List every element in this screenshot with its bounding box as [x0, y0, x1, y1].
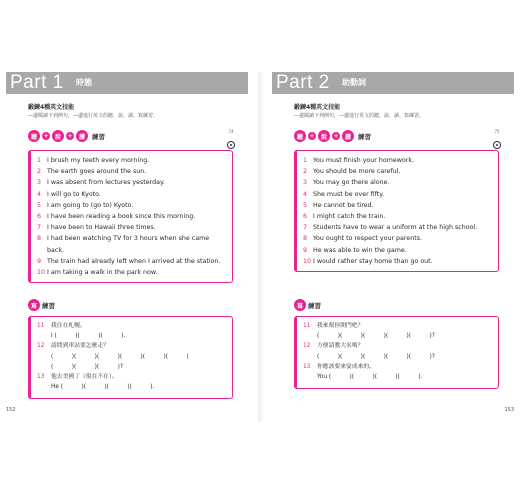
write-label: 練習 [308, 301, 321, 310]
right-page [272, 72, 514, 422]
sentence-number: 8 [37, 235, 42, 243]
sentence-number: 3 [37, 179, 42, 187]
sentence-number: 1 [37, 157, 42, 164]
item-number: 12 [303, 343, 311, 350]
sentence-row [303, 166, 492, 177]
part-subtitle: 時態 [76, 78, 92, 87]
skill-label: 練習 [92, 132, 105, 141]
write-item [37, 372, 226, 392]
item-question: 我住在札幌。 [51, 323, 86, 329]
sentence-text: I will go to Kyoto. [47, 190, 101, 198]
sentence-number: 2 [37, 168, 42, 176]
sentence-text: back. [47, 246, 64, 254]
skill-label: 練習 [358, 132, 371, 141]
sentence-text: I am going to (go to) Kyoto. [47, 201, 134, 209]
plus-icon: + [43, 132, 49, 140]
sentence-text: I would rather stay home than go out. [313, 257, 433, 265]
sentence-number: 10 [303, 257, 312, 265]
sentence-row [303, 200, 492, 211]
plus-icon: + [333, 132, 339, 140]
speak-practice-box [294, 150, 499, 272]
sentence-text: I have been to Hawaii three times. [47, 224, 156, 232]
left-page [6, 72, 248, 422]
section-heading: 鍛鍊4種英文技能 [28, 104, 75, 111]
sentence-text: I might catch the train. [313, 213, 386, 221]
write-practice-box [294, 316, 499, 389]
sentence-text: I was absent from lectures yesterday. [47, 179, 165, 187]
sentence-row [303, 155, 492, 166]
sentence-number: 9 [303, 246, 308, 254]
sentence-text: She must be over fifty. [313, 190, 385, 198]
read-pill: 讀 [76, 130, 88, 142]
section-intro: —邊閱讀下列例句，—邊進行英文的聽、說、讀、寫練習。 [28, 113, 159, 119]
sentence-text: You may go there alone. [313, 179, 390, 187]
write-pill: 寫 [28, 299, 40, 311]
write-item [303, 341, 492, 361]
sentence-row [37, 166, 226, 177]
sentence-row [303, 245, 492, 256]
item-number: 12 [37, 343, 45, 350]
sentence-number: 9 [37, 257, 42, 265]
item-number: 13 [37, 374, 45, 381]
write-item [37, 341, 226, 372]
sentence-number: 4 [37, 190, 42, 198]
sentence-number: 6 [37, 213, 42, 221]
sentence-text: The train had already left when I arrived at the station. [47, 257, 221, 265]
item-number: 13 [303, 363, 311, 370]
sentence-row [303, 233, 492, 244]
sentence-row [37, 211, 226, 222]
sentence-text: You must finish your homework. [313, 157, 414, 164]
part-subtitle: 助動詞 [342, 78, 366, 87]
write-section-header [294, 299, 321, 311]
part-banner [272, 72, 514, 94]
plus-icon: + [309, 132, 315, 140]
item-question: 請問到車站要怎麼走？ [51, 343, 109, 350]
sentence-row [303, 211, 492, 222]
sentence-text: The earth goes around the sun. [47, 168, 147, 176]
listen-pill: 聽 [28, 130, 40, 142]
sentence-text: You should be more careful. [313, 168, 401, 176]
sentence-row [303, 177, 492, 188]
speak-pill: 說 [52, 130, 64, 142]
sentence-row [303, 256, 492, 267]
write-item [37, 321, 226, 341]
sentence-row [37, 267, 226, 278]
listen-pill: 聽 [294, 130, 306, 142]
plus-icon: + [67, 132, 73, 140]
read-pill: 讀 [342, 130, 354, 142]
write-label: 練習 [42, 301, 55, 310]
sentence-text: Students have to wear a uniform at the high school. [313, 224, 478, 232]
item-question: 你應該要來宴成來的。 [317, 363, 375, 370]
item-answer-blanks: ( )( )( )? [51, 363, 123, 370]
sentence-number: 7 [37, 224, 42, 232]
sentence-text: I had been watching TV for 3 hours when she came [47, 235, 210, 243]
item-question: 他去美國了（現在不在）。 [51, 374, 118, 381]
sentence-row [37, 200, 226, 211]
sentence-text: I brush my teeth every morning. [47, 157, 150, 164]
page-number: 153 [504, 407, 514, 413]
sentence-number: 7 [303, 224, 308, 232]
sentence-text: He was able to win the game. [313, 246, 407, 254]
sentence-row [37, 245, 226, 256]
item-answer-blanks: You ( )( )( )( ). [317, 374, 423, 381]
sentence-number: 1 [303, 157, 308, 164]
part-title: Part 2 [276, 72, 330, 93]
item-number: 11 [37, 323, 45, 329]
item-question: 我來幫你開門吧？ [317, 323, 364, 329]
sentence-text: You ought to respect your parents. [313, 235, 422, 243]
item-number: 11 [303, 323, 311, 329]
item-answer-blanks: ( )( )( )( )( )? [317, 353, 435, 360]
part-banner [6, 72, 248, 94]
page-number: 152 [6, 407, 16, 413]
sentence-row [37, 233, 226, 244]
audio-track-number: 74 [228, 129, 234, 134]
sentence-row [37, 256, 226, 267]
section-heading: 鍛鍊4種英文技能 [294, 104, 341, 111]
item-answer-blanks: ( )( )( )( )( )? [317, 333, 435, 340]
sentence-row [303, 189, 492, 200]
sentence-row [37, 189, 226, 200]
sentence-row [37, 155, 226, 166]
sentence-number: 10 [37, 269, 46, 277]
cd-audio-icon [493, 141, 501, 149]
sentence-number: 5 [303, 201, 308, 209]
sentence-row [37, 177, 226, 188]
part-title: Part 1 [10, 72, 64, 93]
sentence-text: He cannot be tired. [313, 201, 374, 209]
speak-pill: 說 [318, 130, 330, 142]
sentence-number: 2 [303, 168, 308, 176]
audio-track-number: 75 [494, 129, 500, 134]
skill-pills [294, 129, 371, 143]
sentence-number: 8 [303, 235, 308, 243]
write-practice-box [28, 316, 233, 399]
write-item [303, 362, 492, 382]
item-answer-blanks: I ( )( )( ). [51, 333, 126, 340]
sentence-number: 4 [303, 190, 308, 198]
sentence-row [303, 222, 492, 233]
write-item [303, 321, 492, 341]
sentence-number: 6 [303, 213, 308, 221]
sentence-text: I am taking a walk in the park now. [47, 269, 158, 277]
item-answer-blanks: ( )( )( )( )( )( ) [51, 353, 189, 360]
item-question: 方便請教大名嗎？ [317, 343, 364, 350]
write-section-header [28, 299, 55, 311]
item-answer-blanks: He ( )( )( )( ). [51, 384, 155, 391]
section-intro: —邊閱讀下列例句，—邊進行英文的聽、說、讀、寫練習。 [294, 113, 425, 119]
write-pill: 寫 [294, 299, 306, 311]
sentence-number [37, 245, 47, 256]
sentence-number: 5 [37, 201, 42, 209]
book-spine [258, 72, 264, 422]
sentence-number: 3 [303, 179, 308, 187]
sentence-row [37, 222, 226, 233]
sentence-text: I have been reading a book since this morning. [47, 213, 196, 221]
skill-pills [28, 129, 105, 143]
cd-audio-icon [227, 141, 235, 149]
speak-practice-box [28, 150, 233, 283]
